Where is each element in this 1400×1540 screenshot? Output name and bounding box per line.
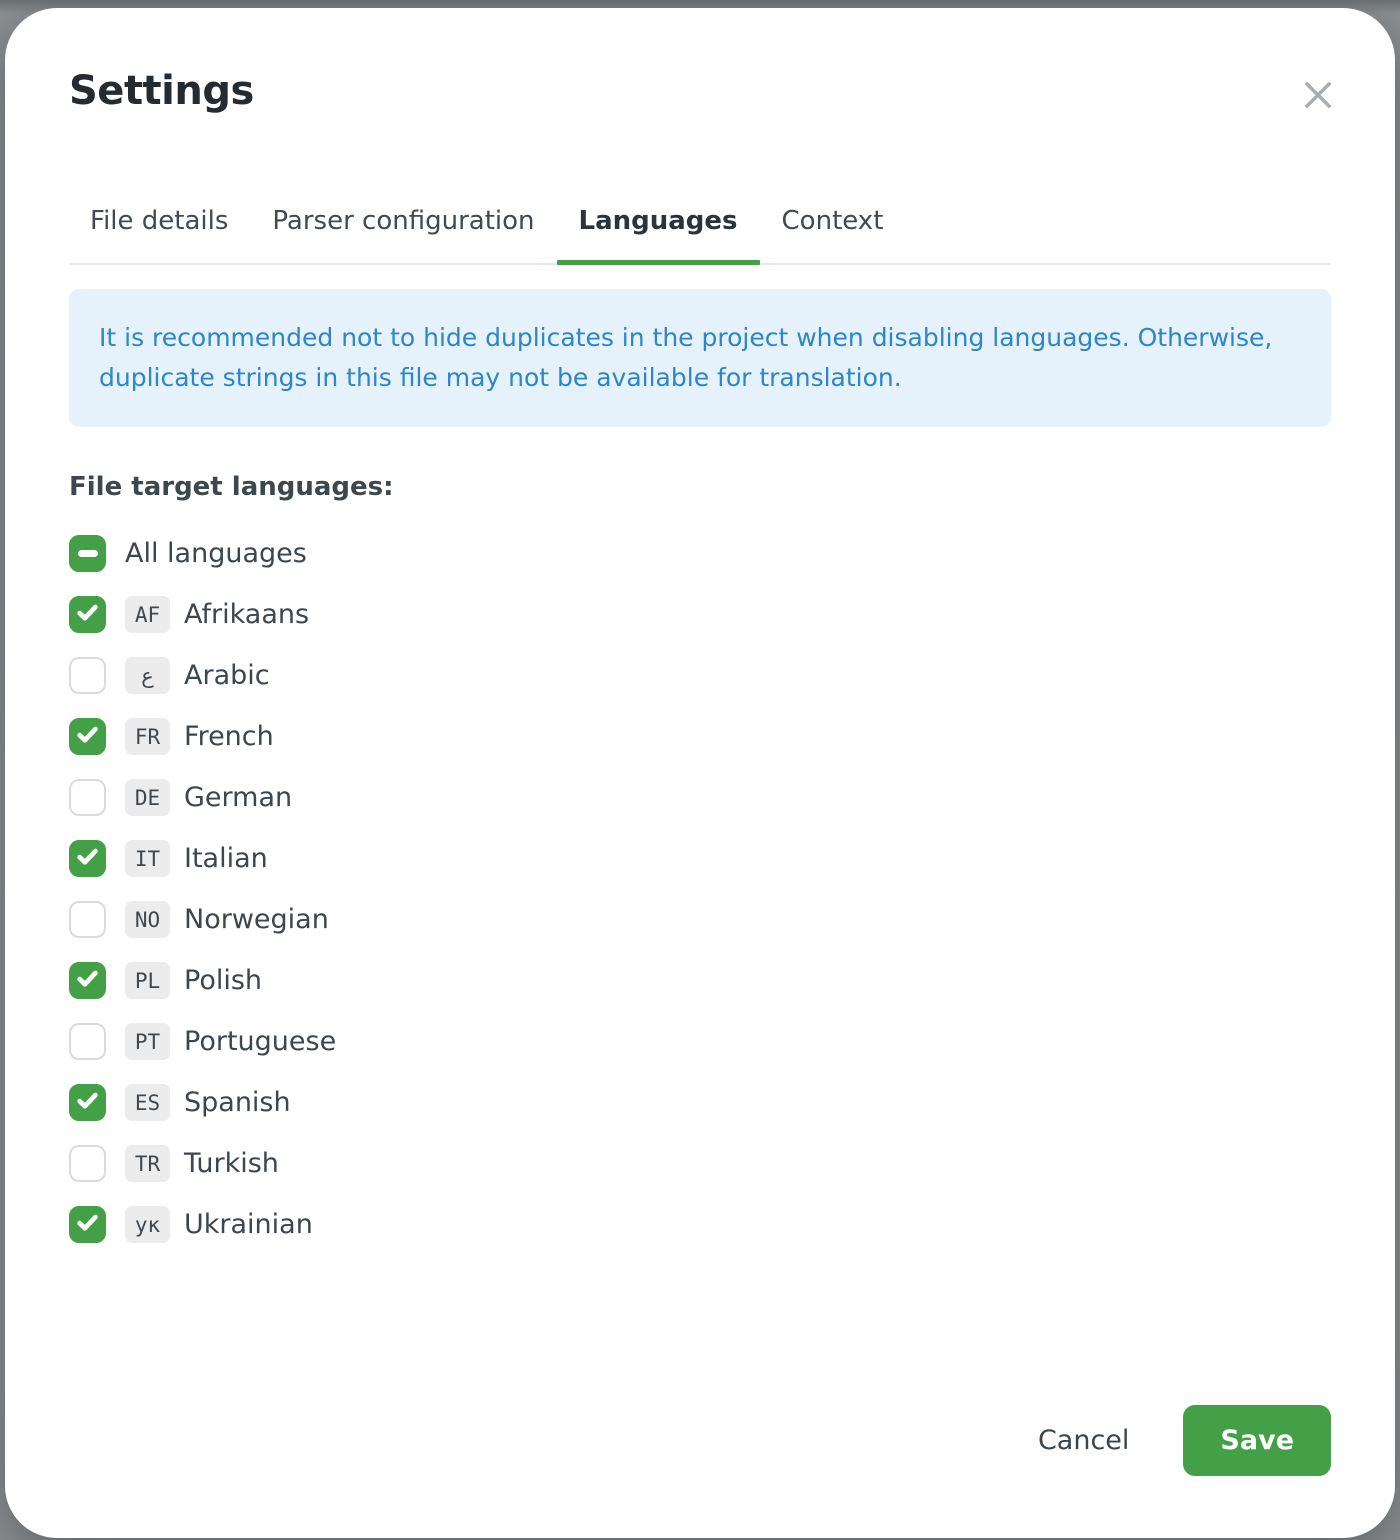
language-row[interactable] [69, 535, 1331, 572]
tab[interactable]: Languages [557, 206, 760, 263]
file-target-languages-label: File target languages: [69, 472, 394, 502]
language-row[interactable] [69, 596, 1331, 633]
settings-modal [5, 8, 1395, 1538]
language-row[interactable] [69, 779, 1331, 816]
language-checkbox[interactable] [69, 596, 106, 633]
language-row[interactable] [69, 718, 1331, 755]
language-label: Portuguese [184, 1026, 337, 1057]
language-checkbox[interactable] [69, 901, 106, 938]
checkmark-icon [75, 1210, 100, 1239]
info-banner [69, 289, 1331, 427]
close-icon [1299, 102, 1337, 117]
language-checkbox[interactable] [69, 657, 106, 694]
info-banner-text: It is recommended not to hide duplicates in the project when disabling languages. Otherwise, duplicate strings in this file may not be available for translation. [99, 323, 1273, 392]
close-button[interactable] [1293, 70, 1343, 120]
language-label: Turkish [184, 1148, 279, 1179]
language-label: Spanish [184, 1087, 291, 1118]
checkmark-icon [75, 600, 100, 629]
language-list [69, 535, 1331, 1267]
language-checkbox[interactable] [69, 535, 106, 572]
language-label: German [184, 782, 293, 813]
language-checkbox[interactable] [69, 1145, 106, 1182]
tab[interactable]: File details [69, 206, 250, 263]
language-badge: DE [125, 779, 170, 816]
language-label: Polish [184, 965, 263, 996]
tab-bar [69, 206, 1331, 265]
language-badge: ES [125, 1084, 170, 1121]
language-row[interactable] [69, 901, 1331, 938]
language-label: Ukrainian [184, 1209, 313, 1240]
language-row[interactable] [69, 962, 1331, 999]
language-checkbox[interactable] [69, 779, 106, 816]
language-label: All languages [125, 538, 307, 569]
language-row[interactable] [69, 840, 1331, 877]
language-label: Italian [184, 843, 268, 874]
language-checkbox[interactable] [69, 1084, 106, 1121]
minus-icon [78, 550, 98, 557]
language-badge: TR [125, 1145, 170, 1182]
modal-title: Settings [69, 68, 254, 114]
language-row[interactable] [69, 1145, 1331, 1182]
save-button[interactable]: Save [1183, 1405, 1331, 1476]
modal-header [69, 68, 1331, 120]
language-badge: NO [125, 901, 170, 938]
checkmark-icon [75, 1088, 100, 1117]
language-row[interactable] [69, 1023, 1331, 1060]
language-checkbox[interactable] [69, 1023, 106, 1060]
tab[interactable]: Parser configuration [250, 206, 556, 263]
modal-footer [69, 1405, 1331, 1476]
language-label: Afrikaans [184, 599, 310, 630]
language-badge: ук [125, 1206, 170, 1243]
language-badge: PL [125, 962, 170, 999]
language-label: Arabic [184, 660, 270, 691]
language-badge: PT [125, 1023, 170, 1060]
language-badge: ع [125, 657, 170, 694]
language-label: French [184, 721, 274, 752]
checkmark-icon [75, 722, 100, 751]
language-badge: IT [125, 840, 170, 877]
language-checkbox[interactable] [69, 840, 106, 877]
checkmark-icon [75, 844, 100, 873]
language-checkbox[interactable] [69, 1206, 106, 1243]
language-row[interactable] [69, 1084, 1331, 1121]
language-badge: AF [125, 596, 170, 633]
language-badge: FR [125, 718, 170, 755]
checkmark-icon [75, 966, 100, 995]
language-checkbox[interactable] [69, 962, 106, 999]
language-row[interactable] [69, 657, 1331, 694]
cancel-button[interactable]: Cancel [1012, 1409, 1155, 1472]
language-checkbox[interactable] [69, 718, 106, 755]
tab[interactable]: Context [760, 206, 906, 263]
language-label: Norwegian [184, 904, 329, 935]
language-row[interactable] [69, 1206, 1331, 1243]
